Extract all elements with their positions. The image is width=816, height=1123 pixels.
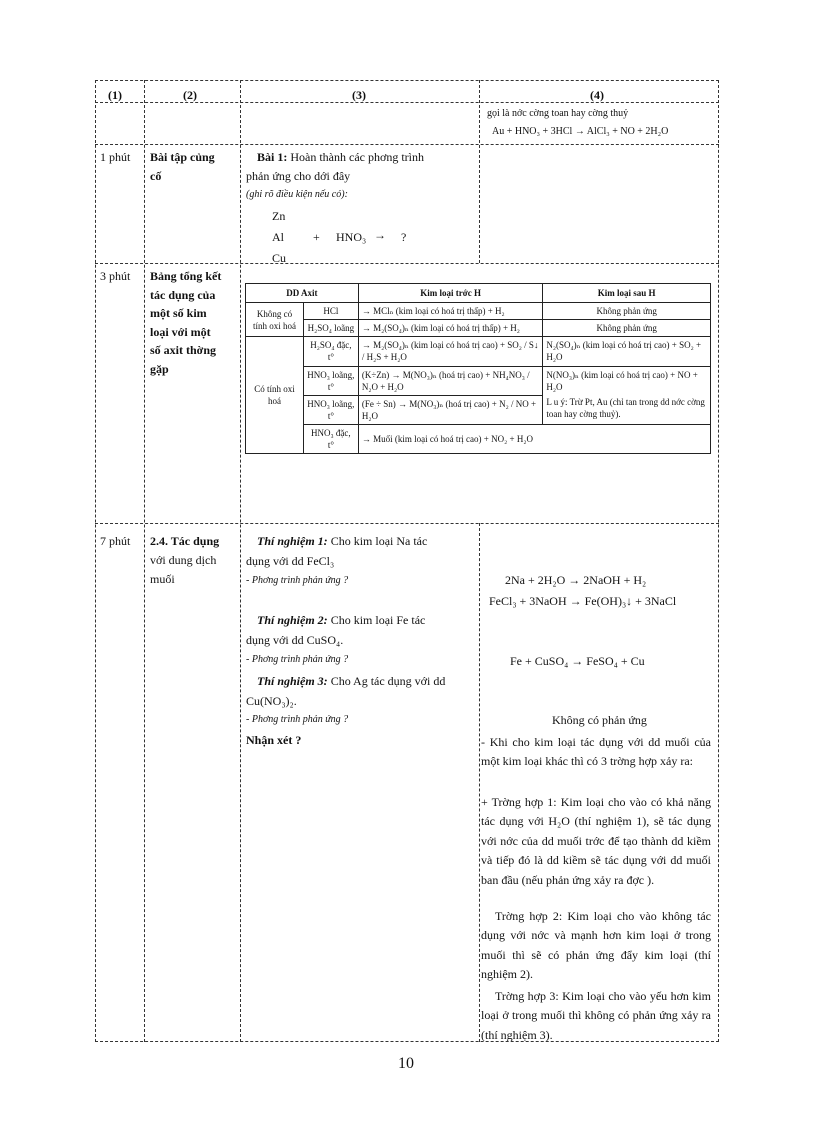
exp3-text: Cho Ag tác dụng với dd [327, 674, 446, 688]
table-row [246, 366, 711, 395]
reaction-after-h-text: N(NO₃)ₙ (kim loại có hoá trị cao) + NO + H₂O [546, 369, 698, 392]
exp2-question: - Phơng trình phản ứng ? [246, 654, 349, 665]
acid-reaction-table [245, 283, 711, 454]
reaction-before-h: (Fe ÷ Sn) → M(NO₃)ₙ (hoá trị cao) + N₂ / NO + H₂O [358, 395, 543, 424]
header-col4: (4) [590, 88, 604, 102]
row1-task [257, 148, 424, 167]
acid-name: HNO₃ đặc, t° [303, 425, 358, 454]
acid-name: H₂SO₄ loãng [303, 320, 358, 337]
column-divider [479, 80, 480, 263]
equation-3: Fe + CuSO₄ → FeSO₄ + Cu [510, 654, 645, 668]
row1-metal-al: Al [272, 230, 284, 244]
exp2-line2: dụng với dd CuSO₄. [246, 633, 344, 647]
table-row [246, 303, 711, 320]
acid-name: HNO₃ loãng, t° [303, 366, 358, 395]
column-divider [144, 80, 145, 1042]
row-divider [95, 523, 719, 524]
row1-arrow: → [374, 228, 386, 242]
row2-topic-line: số axit thờng [150, 343, 216, 358]
acid-name: HCl [303, 303, 358, 320]
row2-topic-line: loại với một [150, 324, 211, 339]
reaction-before-h: → M₂(SO₄)ₙ (kim loại có hoá trị cao) + SO₂ / S↓ / H₂S + H₂O [358, 337, 543, 366]
acid-name: HNO₃ loãng, t° [303, 395, 358, 424]
exp2-text: Cho kim loại Fe tác [327, 613, 426, 627]
remark-heading: Nhận xét ? [246, 733, 302, 747]
table-row [246, 425, 711, 454]
row0-text-line1: gọi là nớc cờng toan hay cờng thuỷ [487, 108, 629, 119]
reaction-after-h [543, 366, 711, 425]
column-divider [479, 523, 480, 1042]
note-exception: L u ý: Trừ Pt, Au (chỉ tan trong dd nớc cờng toan hay cờng thuỷ). [546, 396, 705, 419]
table-header-acid: DD Axit [246, 284, 359, 303]
exp1-question: - Phơng trình phản ứng ? [246, 575, 349, 586]
conclusion-case1: + Trờng hợp 1: Kim loại cho vào có khả năng tác dụng với H₂O (thí nghiệm 1), sẽ tác dụng với nớc của dd muối trớc để tạo thành dd kiềm và tiếp đó là dd kiềm sẽ tác dụng với dd muối ban đầu (nếu phản ứng xảy ra đợc ). [481, 795, 711, 887]
exp1 [257, 532, 427, 551]
exp2 [257, 611, 425, 630]
task-text: Hoàn thành các phơng trình [287, 150, 424, 164]
row1-metal-cu: Cu [272, 251, 287, 263]
reaction-before-h: → M₂(SO₄)ₙ (kim loại có hoá trị thấp) + H₂ [358, 320, 543, 337]
row0-equation: Au + HNO₃ + 3HCl → AlCl₃ + NO + 2H₂O [492, 126, 669, 137]
reaction-after-h: Không phản ứng [543, 320, 711, 337]
table-row [246, 320, 711, 337]
group-oxidizing: Có tính oxi hoá [246, 337, 304, 454]
row1-metal-zn: Zn [272, 209, 286, 223]
row1-plus: + [313, 230, 320, 244]
table-row [246, 337, 711, 366]
row-divider [95, 263, 719, 264]
no-reaction-text: Không có phản ứng [552, 713, 647, 727]
row1-task-note: (ghi rõ điều kiện nếu có): [246, 189, 348, 200]
reaction-after-h: N₂(SO₄)ₙ (kim loại có hoá trị cao) + SO₂ + H₂O [543, 337, 711, 366]
row-divider [95, 144, 719, 145]
row1-question: ? [401, 230, 407, 244]
row1-reagent: HNO₃ [336, 230, 367, 244]
row3-topic-line: với dung dịch [150, 553, 217, 568]
acid-name: H₂SO₄ đặc, t° [303, 337, 358, 366]
row2-topic-line: một số kim [150, 306, 207, 321]
equation-2: FeCl₃ + 3NaOH → Fe(OH)₃↓ + 3NaCl [489, 594, 677, 608]
row3-topic-line: 2.4. Tác dụng [150, 534, 220, 548]
header-col2: (2) [183, 88, 197, 102]
row1-task-line2: phản ứng cho dới đây [246, 169, 351, 183]
row3-topic [150, 532, 219, 590]
conclusion-case3: Trờng hợp 3: Kim loại cho vào yếu hơn kim loại ở trong muối thì không có phản ứng xảy ra (thí nghiệm 3). [481, 989, 711, 1041]
row2-topic-line: gặp [150, 361, 169, 376]
row2-topic-line: tác dụng của [150, 287, 216, 302]
exp3-line2: Cu(NO₃)₂. [246, 694, 297, 708]
table-header-row [246, 284, 711, 303]
conclusion-intro: - Khi cho kim loại tác dụng với dd muối của một kim loại khác thì có 3 trờng hợp xảy ra: [481, 735, 711, 769]
page-number: 10 [398, 1055, 414, 1072]
row3-topic-line: muối [150, 572, 175, 587]
header-col1: (1) [108, 88, 122, 102]
exp2-label: Thí nghiệm 2: [257, 613, 328, 627]
reaction-before-h: → MClₙ (kim loại có hoá trị thấp) + H₂ [358, 303, 543, 320]
reaction-before-h: (K÷Zn) → M(NO₃)ₙ (hoá trị cao) + NH₄NO₃ / N₂O + H₂O [358, 366, 543, 395]
exp3-question: - Phơng trình phản ứng ? [246, 714, 349, 725]
row3-time: 7 phút [100, 534, 131, 548]
row1-time: 1 phút [100, 150, 131, 164]
task-label: Bài 1: [257, 150, 288, 164]
equation-1: 2Na + 2H₂O → 2NaOH + H₂ [505, 573, 647, 587]
reaction-after-h: Không phản ứng [543, 303, 711, 320]
exp1-line2: dụng với dd FeCl₃ [246, 554, 335, 568]
conclusion-case2: Trờng hợp 2: Kim loại cho vào không tác dụng với nớc và mạnh hơn kim loại ở trong muối thì sẽ có phản ứng đẩy kim loại (thí nghiệm 2). [481, 909, 711, 982]
table-header-before-h: Kim loại trớc H [358, 284, 543, 303]
table-header-after-h: Kim loại sau H [543, 284, 711, 303]
exp3-label: Thí nghiệm 3: [257, 674, 328, 688]
group-non-oxidizing: Không có tính oxi hoá [246, 303, 304, 337]
exp3 [257, 672, 445, 691]
row2-topic-line: Bảng tổng kết [150, 269, 222, 283]
row2-topic [150, 267, 221, 379]
header-col3: (3) [352, 88, 366, 102]
row1-topic-line1: Bài tập củng [150, 150, 215, 164]
reaction-concentrated-hno3: → Muối (kim loại có hoá trị cao) + NO₂ + H₂O [358, 425, 710, 454]
row2-time: 3 phút [100, 269, 131, 283]
column-divider [240, 80, 241, 1042]
exp1-text: Cho kim loại Na tác [327, 534, 428, 548]
exp1-label: Thí nghiệm 1: [257, 534, 328, 548]
row1-topic-line2: cố [150, 169, 162, 183]
